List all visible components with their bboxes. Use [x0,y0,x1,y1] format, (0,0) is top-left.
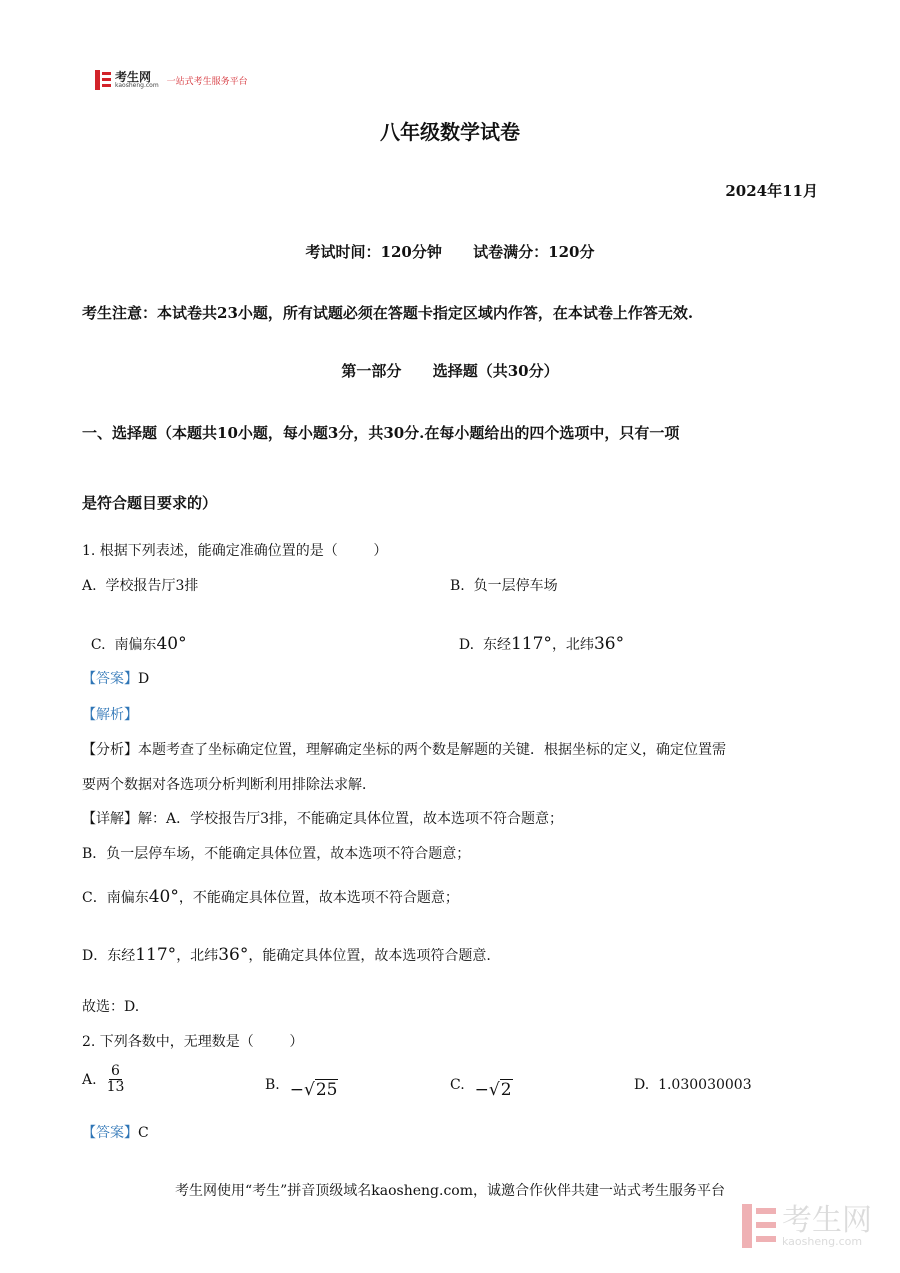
q2-answer [82,1122,149,1142]
q1-detail-line3-a: C．南偏东 [82,890,149,906]
sqrt-icon: √ [488,1080,500,1100]
section-heading-line2: 是符合题目要求的） [82,494,218,512]
header-logo [95,70,248,90]
q1-answer [82,668,149,688]
q1-option-d-text1: D. 东经 [458,637,511,653]
q1-option-c [82,618,187,654]
watermark-logo-icon [742,1204,776,1248]
q2-option-c-sign: − [474,1080,489,1100]
q1-option-b: B. 负一层停车场 [450,578,558,594]
q1-option-a: A. 学校报告厅3排 [82,578,199,594]
q2-option-b-sign: − [289,1080,304,1100]
q1-detail-line2: B．负一层停车场，不能确定具体位置，故本选项不符合题意； [82,846,471,862]
q1-stem: 1. 根据下列表述，能确定准确位置的是（ ） [82,543,388,559]
sqrt-icon: √ [304,1080,315,1100]
page-footer: 考生网使用“考生”拼音顶级域名kaosheng.com，诚邀合作伙伴共建一站式考生服务平台 [174,1183,726,1199]
section-heading-line1: 一、选择题（本题共10小题，每小题3分，共30分.在每小题给出的四个选项中，只有一项 [82,424,680,442]
watermark-name: 考生网 [782,1202,872,1238]
part-title: 第一部分 选择题（共30分） [341,362,559,380]
exam-notice: 考生注意：本试卷共23小题，所有试题必须在答题卡指定区域内作答，在本试卷上作答无效. [82,304,694,322]
watermark [742,1204,872,1248]
q1-answer-label: 【答案】 [82,671,138,687]
q1-analysis-line2: 要两个数据对各选项分析判断利用排除法求解． [82,777,376,793]
q2-option-c [450,1077,513,1100]
q2-option-b-radicand: 25 [315,1080,338,1100]
q1-detail-line4-math1: 117° [135,945,177,965]
q1-detail-line3-math: 40° [148,887,179,907]
q1-conclusion: 故选：D. [82,999,140,1015]
q2-option-a-label: A. [82,1071,97,1088]
q1-detail-line4-c: ，能确定具体位置，故本选项符合题意. [248,948,491,964]
exam-date: 2024年11月 [725,182,818,200]
q2-option-a-denominator: 13 [106,1079,125,1096]
logo-name: 考生网 [115,70,152,84]
logo-domain: kaosheng.com [115,82,159,89]
q2-option-a [82,1064,124,1096]
q1-detail-line4-a: D．东经 [82,948,136,964]
logo-slogan: 一站式考生服务平台 [166,76,248,87]
q1-option-d-math2: 36° [593,634,625,654]
q2-stem: 2. 下列各数中，无理数是（ ） [82,1034,304,1050]
q1-option-d-math1: 117° [510,634,552,654]
kaosheng-logo-icon [95,70,111,90]
q1-analysis-line1: 【分析】本题考查了坐标确定位置，理解确定坐标的两个数是解题的关键．根据坐标的定义，确定位置需 [82,742,726,758]
page-title: 八年级数学试卷 [380,120,520,144]
q1-analysis-label: 【解析】 [82,707,138,723]
q2-option-b [265,1077,338,1100]
q2-option-b-label: B. [265,1077,280,1093]
q1-option-d-text2: ，北纬 [551,637,594,653]
q2-option-c-label: C. [450,1077,465,1093]
q1-detail-line4 [82,945,491,965]
q1-option-c-math: 40° [156,634,187,654]
watermark-domain: kaosheng.com [782,1234,863,1248]
q2-option-c-radicand: 2 [500,1080,512,1100]
q2-option-a-fraction [107,1064,125,1096]
q2-option-d: D. 1.030030003 [634,1077,752,1093]
q1-detail-line1: 【详解】解：A．学校报告厅3排，不能确定具体位置，故本选项不符合题意； [82,811,564,827]
q1-detail-line3-b: ，不能确定具体位置，故本选项不符合题意； [178,890,459,906]
q2-option-b-expr [290,1080,339,1100]
q1-detail-line4-math2: 36° [218,945,249,965]
q2-answer-label: 【答案】 [82,1125,138,1141]
q1-detail-line3 [82,887,459,907]
q2-option-c-expr [475,1080,513,1100]
q2-answer-value: C [138,1125,149,1141]
q1-option-d [450,618,624,654]
q1-detail-line4-b: ，北纬 [176,948,219,964]
exam-info: 考试时间：120分钟 试卷满分：120分 [305,243,595,261]
q1-option-c-text: C. 南偏东 [90,637,157,653]
q2-option-a-numerator: 6 [111,1063,120,1079]
q1-answer-value: D [138,671,150,687]
